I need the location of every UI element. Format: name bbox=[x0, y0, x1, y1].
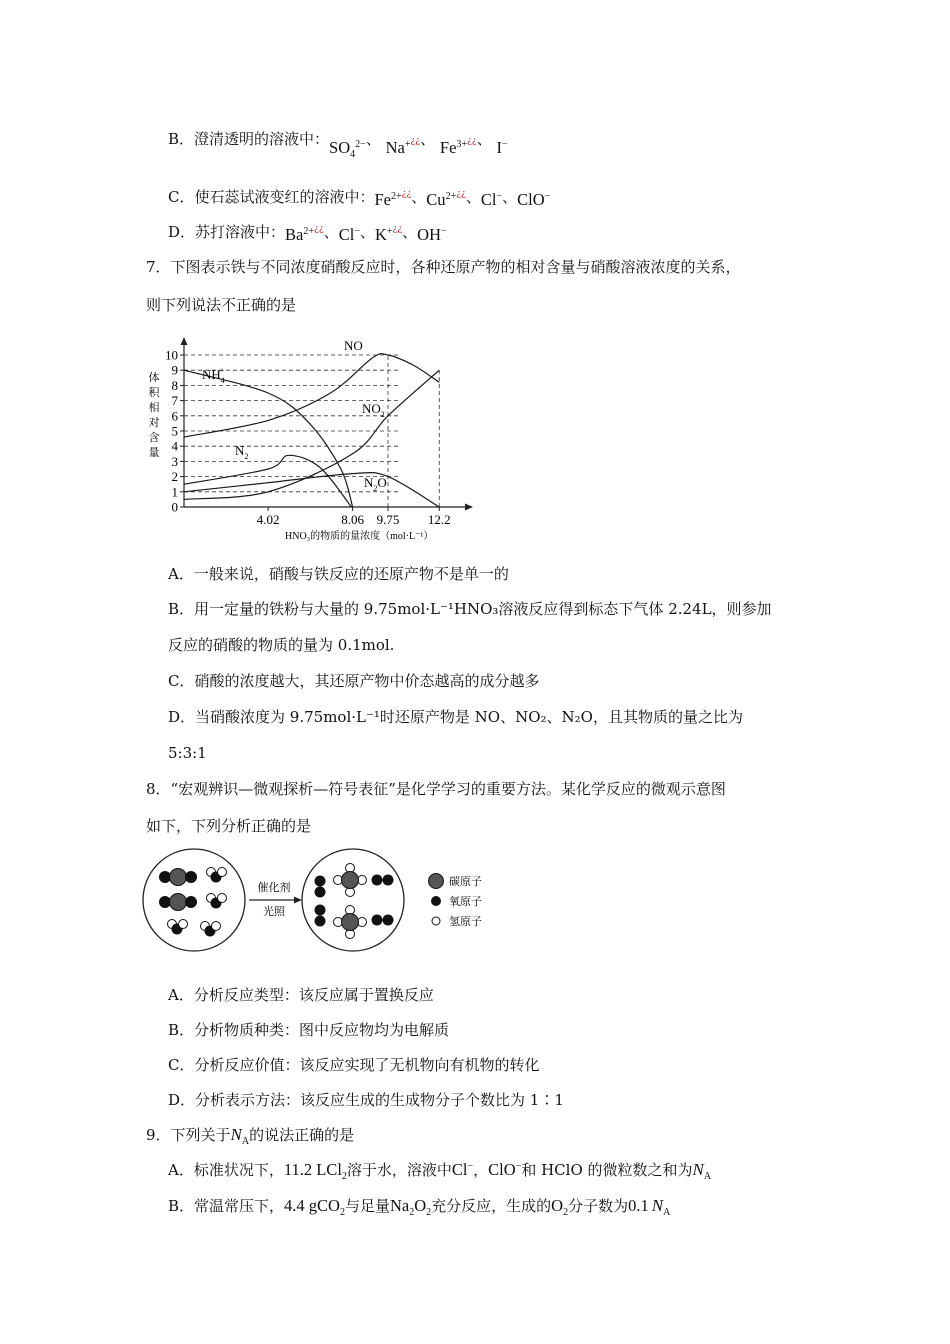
q7-stem-line1: 7．下图表示铁与不同浓度硝酸反应时，各种还原产物的相对含量与硝酸溶液浓度的关系， bbox=[146, 258, 741, 276]
y-axis-label bbox=[149, 370, 161, 459]
series-line bbox=[184, 370, 353, 507]
q9-stem: 9．下列关于$N_A$的说法正确的是 bbox=[146, 1125, 355, 1148]
y-tick-label: 2 bbox=[171, 469, 178, 485]
q8-option-b: B．分析物质种类：图中反应物均为电解质 bbox=[168, 1021, 450, 1039]
avogadro-symbol: $N_A$ bbox=[230, 1125, 250, 1148]
q7-option-a: A．一般来说，硝酸与铁反应的还原产物不是单一的 bbox=[168, 565, 509, 583]
iron3-ion: $Fe^{3+}$ bbox=[439, 138, 468, 157]
q8-option-d: D．分析表示方法：该反应生成的生成物分子个数比为 1∶1 bbox=[168, 1091, 564, 1109]
diagram-legend bbox=[429, 874, 483, 929]
carbon-atom-icon bbox=[429, 874, 444, 889]
q6-option-b: B．澄清透明的溶液中：$SO_4^{2-}$、 Na+¿¿、 $Fe^{3+}¿¿$、 I− bbox=[168, 130, 508, 161]
q8-stem-line2: 如下，下列分析正确的是 bbox=[146, 817, 312, 835]
chloride-ion: Cl− bbox=[480, 190, 503, 209]
q6-option-d: D．苏打溶液中：$Ba^{2+¿¿}$、Cl−、K+¿¿、OH− bbox=[168, 223, 447, 244]
hypochlorite-ion: ClO− bbox=[517, 190, 551, 209]
q7-option-d-line1: D．当硝酸浓度为 9.75mol·L⁻¹时还原产物是 NO、NO₂、N₂O，且其物质的量之比为 bbox=[168, 708, 743, 726]
series-label-n2: $N_2$ bbox=[235, 443, 249, 461]
sodium-ion: Na+ bbox=[385, 138, 411, 157]
q7-option-d-line2: 5:3:1 bbox=[168, 744, 207, 762]
ylabel-char: 含 bbox=[148, 432, 160, 444]
q7-stem-line2: 则下列说法不正确的是 bbox=[146, 296, 297, 314]
y-tick-label: 7 bbox=[171, 393, 178, 409]
x-axis-label: HNO₃的物质的量浓度（mol·L⁻¹） bbox=[285, 531, 434, 542]
products-circle bbox=[302, 849, 404, 951]
legend-oxygen: 氧原子 bbox=[449, 896, 482, 908]
y-ticks bbox=[165, 348, 184, 515]
legend-hydrogen: 氢原子 bbox=[449, 916, 482, 928]
series-label-n2o: $N_2O$ bbox=[364, 475, 387, 493]
q8-option-c: C．分析反应价值：该反应实现了无机物向有机物的转化 bbox=[168, 1056, 540, 1074]
barium-ion: $Ba^{2+}$ bbox=[285, 225, 315, 244]
ylabel-char: 相 bbox=[148, 402, 160, 414]
chart-axes bbox=[181, 337, 474, 511]
reactants-circle bbox=[143, 849, 245, 951]
q8-stem-line1: 8．“宏观辨识—微观探析—符号表征”是化学学习的重要方法。某化学反应的微观示意图 bbox=[146, 780, 726, 798]
y-tick-label: 6 bbox=[171, 408, 178, 424]
q7-chart bbox=[140, 335, 480, 550]
oxygen-atom-icon bbox=[431, 896, 441, 906]
y-tick-label: 4 bbox=[171, 438, 178, 454]
hydrogen-atom-icon bbox=[432, 917, 440, 925]
y-tick-label: 1 bbox=[171, 484, 178, 500]
q6-option-c: C．使石蕊试液变红的溶液中：$Fe^{2+¿¿}$、$Cu^{2+¿¿}$、Cl−、ClO− bbox=[168, 188, 551, 209]
y-tick-label: 8 bbox=[171, 377, 178, 393]
x-tick-label: 4.02 bbox=[256, 512, 280, 527]
iodide-ion: I− bbox=[496, 138, 508, 157]
chloride-ion: Cl− bbox=[338, 225, 360, 244]
x-tick-label: 9.75 bbox=[376, 512, 400, 527]
iron2-ion: $Fe^{2+}$ bbox=[374, 190, 402, 209]
q8-reaction-diagram bbox=[140, 845, 500, 960]
q9-option-b: B．常温常压下，4.4 gCO$_2$与足量$Na_2O_2$充分反应，生成的$O_2$分子数为0.1 $N_A$ bbox=[168, 1196, 671, 1219]
ylabel-char: 量 bbox=[148, 447, 160, 459]
legend-carbon: 碳原子 bbox=[449, 876, 482, 888]
ylabel-char: 对 bbox=[148, 417, 160, 429]
q9-option-a: A．标准状况下，11.2 LCl$_2$溶于水，溶液中Cl−，ClO−和 HClO 的微粒数之和为$N_A$ bbox=[168, 1160, 712, 1183]
q7-option-b-line1: B．用一定量的铁粉与大量的 9.75mol·L⁻¹HNO₃溶液反应得到标态下气体 2.24L，则参加 bbox=[168, 600, 772, 618]
y-tick-label: 9 bbox=[171, 362, 178, 378]
y-tick-label: 5 bbox=[171, 423, 178, 439]
x-tick-label: 8.06 bbox=[341, 512, 365, 527]
copper2-ion: $Cu^{2+}$ bbox=[426, 190, 457, 209]
series-label-no2: $NO_2$ bbox=[362, 401, 385, 419]
q7-option-c: C．硝酸的浓度越大，其还原产物中价态越高的成分越多 bbox=[168, 672, 540, 690]
series-line bbox=[184, 370, 439, 499]
light-label: 光照 bbox=[263, 906, 285, 918]
series-label-no: NO bbox=[344, 338, 363, 353]
y-tick-label: 3 bbox=[171, 453, 178, 469]
y-tick-label: 0 bbox=[171, 499, 178, 515]
potassium-ion: K+ bbox=[374, 225, 393, 244]
catalyst-label: 催化剂 bbox=[257, 882, 291, 894]
series-line bbox=[184, 455, 351, 507]
y-tick-label: 10 bbox=[165, 347, 178, 363]
x-ticks bbox=[257, 507, 451, 527]
q7-option-b-line2: 反应的硝酸的物质的量为 0.1mol. bbox=[168, 636, 395, 654]
x-tick-label: 12.2 bbox=[427, 512, 451, 527]
series-label-nh4: $NH_4+$ bbox=[202, 366, 225, 385]
ylabel-char: 积 bbox=[148, 387, 160, 399]
sulfate-ion: $SO_4^{2-}$ bbox=[329, 138, 366, 161]
q8-option-a: A．分析反应类型：该反应属于置换反应 bbox=[168, 986, 434, 1004]
reaction-arrow bbox=[249, 880, 302, 918]
ylabel-char: 体 bbox=[148, 372, 160, 384]
hydroxide-ion: OH− bbox=[417, 225, 447, 244]
